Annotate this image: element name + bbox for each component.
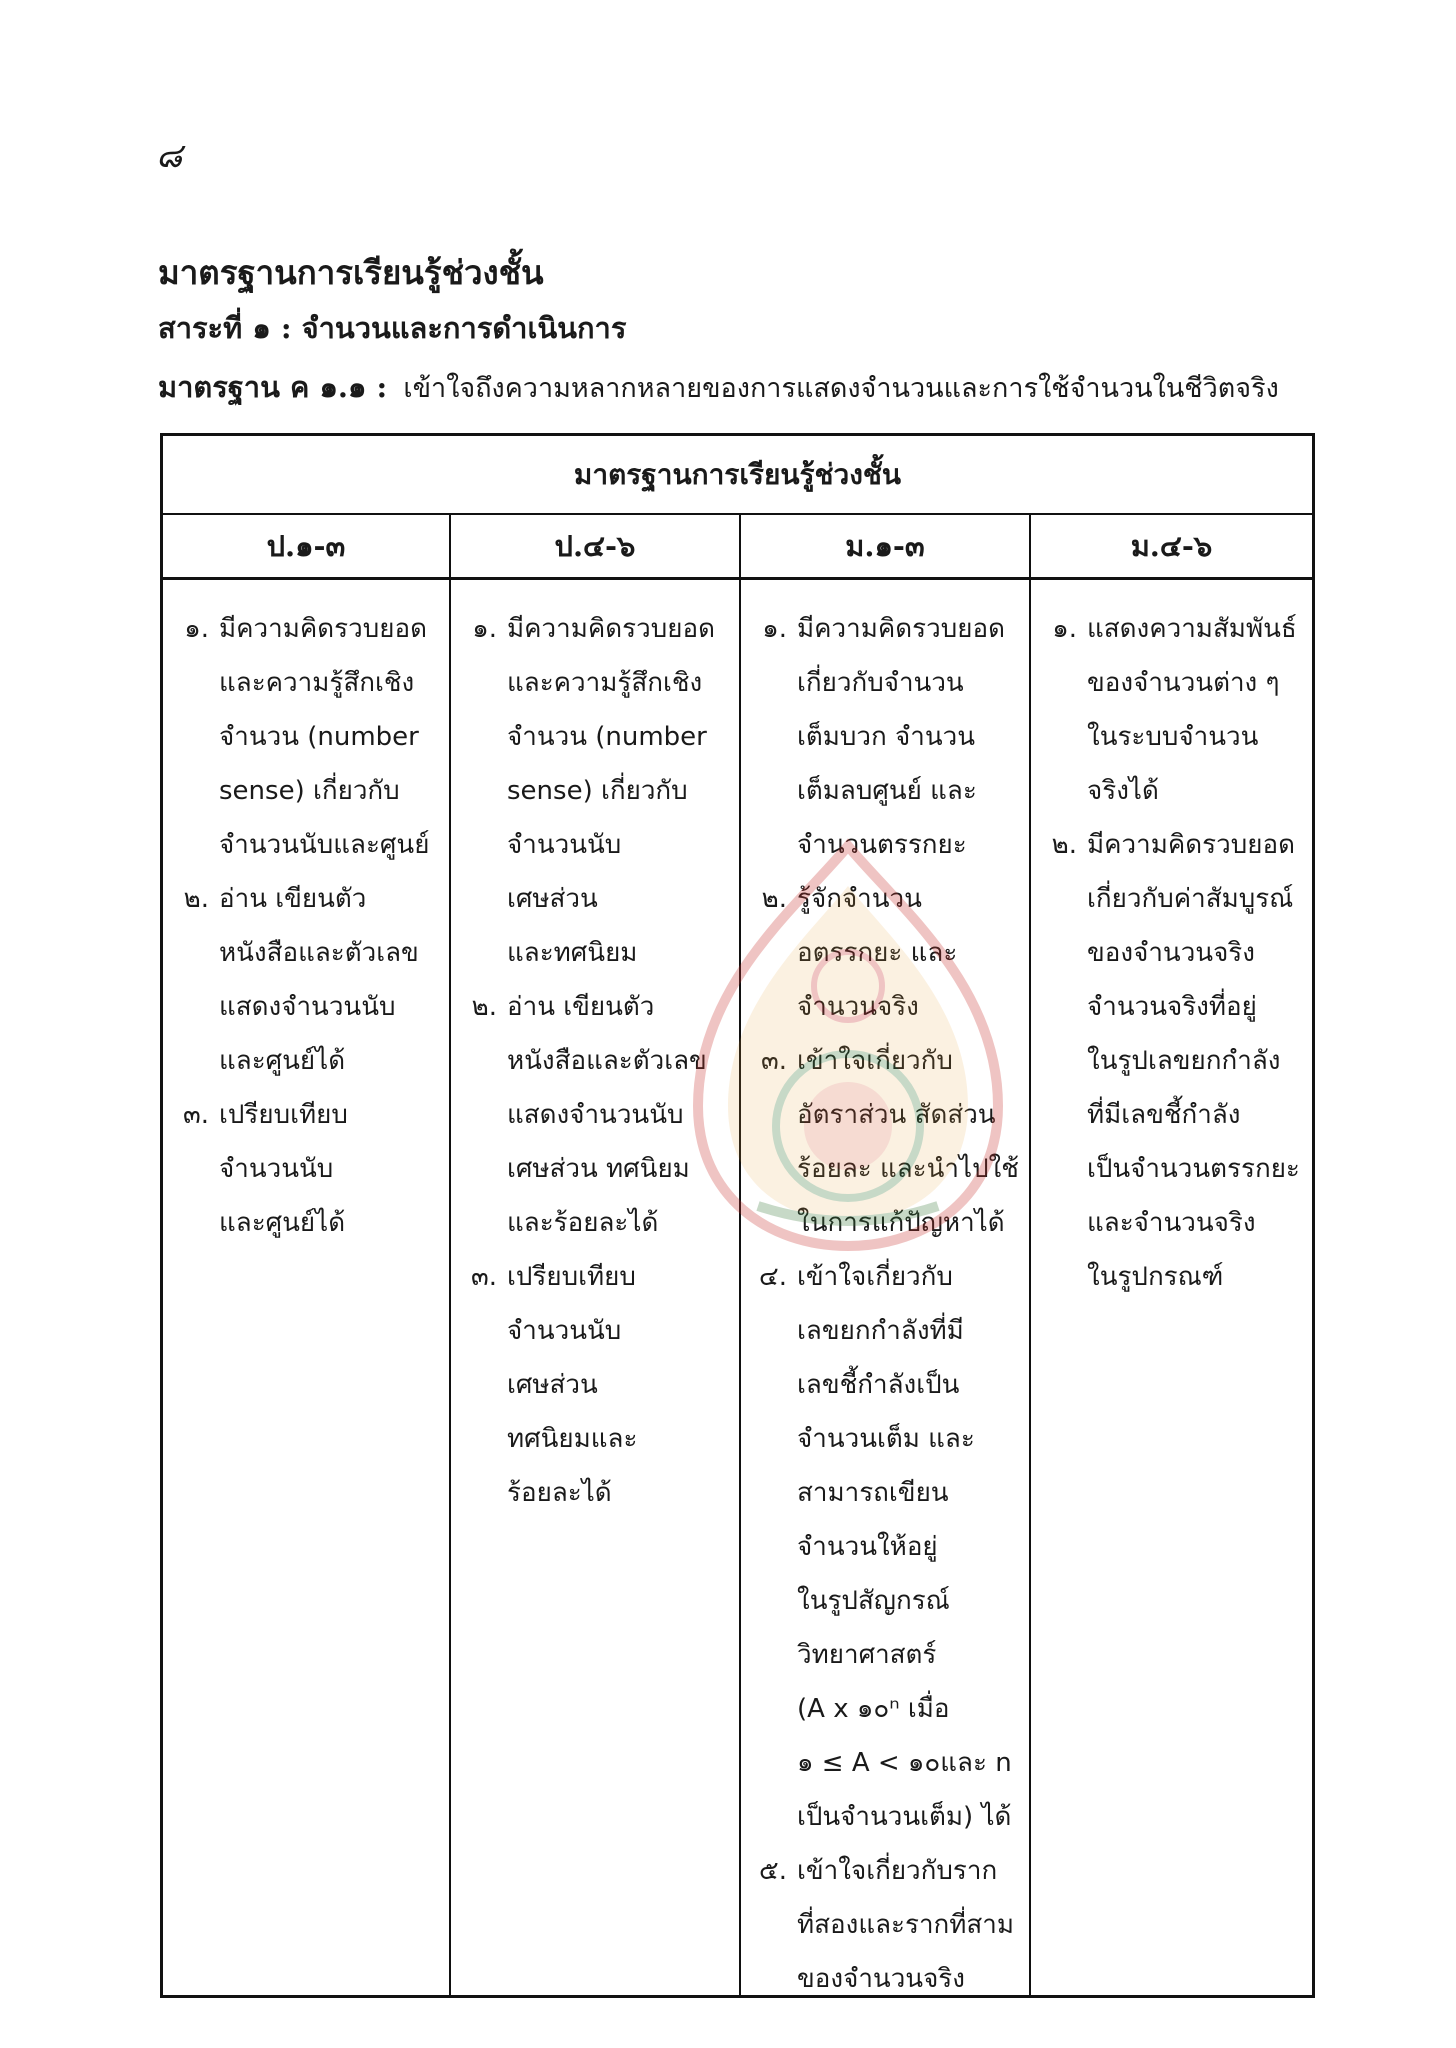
item-number: ๓. — [760, 1046, 787, 1076]
item-text-line: ร้อยละ และนำไปใช้ — [797, 1154, 1019, 1184]
item-text-line: จำนวนจริงที่อยู่ — [1087, 992, 1257, 1022]
item-text-line: เต็มบวก จำนวน — [797, 722, 976, 752]
item-text-line: ในรูปสัญกรณ์ — [797, 1586, 950, 1616]
item-text-line: ของจำนวนต่าง ๆ — [1087, 668, 1280, 698]
item-text-line: จำนวนจริง — [797, 992, 919, 1022]
item-text-line: ๑ ≤ A < ๑๐และ n — [797, 1748, 1012, 1778]
standard-item — [163, 872, 449, 1088]
standard-item — [741, 872, 1029, 1034]
item-text-line: เลขยกกำลังที่มี — [797, 1316, 964, 1346]
item-text-line: รู้จักจำนวน — [797, 884, 922, 914]
column-p4-6 — [451, 580, 741, 1997]
item-text — [1087, 602, 1312, 818]
item-text-line: เป็นจำนวนตรรกยะ — [1087, 1154, 1300, 1184]
standard-item — [451, 980, 739, 1250]
item-text-line: ในระบบจำนวน — [1087, 722, 1259, 752]
item-text-line: เป็นจำนวนเต็ม) ได้ — [797, 1802, 1012, 1832]
item-text — [507, 980, 739, 1250]
item-text-line: เศษส่วน — [507, 1370, 598, 1400]
item-text-line: มีความคิดรวบยอด — [219, 614, 427, 644]
item-text-line: เปรียบเทียบ — [507, 1262, 636, 1292]
item-number: ๔. — [759, 1262, 787, 1292]
item-text-line: sense) เกี่ยวกับ — [507, 776, 688, 806]
item-text-line: มีความคิดรวบยอด — [797, 614, 1005, 644]
item-text-line: อ่าน เขียนตัว — [219, 884, 367, 914]
item-text-line: และร้อยละได้ — [507, 1208, 659, 1238]
standard-item — [163, 1088, 449, 1250]
grade-header-m4-6: ม.๔-๖ — [1130, 529, 1213, 563]
item-text-line: ของจำนวนจริง — [1087, 938, 1255, 968]
item-text-line: หนังสือและตัวเลข — [219, 938, 419, 968]
grade-header-p1-3: ป.๑-๓ — [163, 515, 451, 577]
item-text-line: จำนวน (number — [507, 722, 707, 752]
item-text-line: จำนวนนับ — [507, 830, 622, 860]
item-number: ๒. — [761, 884, 787, 914]
item-text-line: จำนวนนับและศูนย์ — [219, 830, 430, 860]
item-text — [797, 872, 1029, 1034]
page-heading: มาตรฐานการเรียนรู้ช่วงชั้น — [158, 253, 544, 292]
item-text-line: ที่มีเลขชี้กำลัง — [1087, 1100, 1241, 1130]
item-text-line: และศูนย์ได้ — [219, 1208, 346, 1238]
column-m1-3 — [741, 580, 1031, 1997]
standard-item — [451, 602, 739, 980]
item-text-line: และทศนิยม — [507, 938, 638, 968]
item-text-line: เข้าใจเกี่ยวกับราก — [797, 1856, 998, 1886]
item-text-line: แสดงจำนวนนับ — [507, 1100, 684, 1130]
item-number: ๓. — [182, 1100, 209, 1130]
standard-label: มาตรฐาน ค ๑.๑ : — [158, 370, 388, 404]
item-text-line: เศษส่วน — [507, 884, 598, 914]
standard-item — [451, 1250, 739, 1520]
item-text-line: อตรรกยะ และ — [797, 938, 958, 968]
grade-header-p4-6: ป.๔-๖ — [451, 515, 741, 577]
item-text-line: ในรูปกรณฑ์ — [1087, 1262, 1224, 1292]
item-text-line: เปรียบเทียบ — [219, 1100, 348, 1130]
item-number: ๕. — [759, 1856, 787, 1886]
item-text-line: หนังสือและตัวเลข — [507, 1046, 707, 1076]
item-number: ๒. — [183, 884, 209, 914]
item-text-line: แสดงความสัมพันธ์ — [1087, 614, 1297, 644]
standard-description: เข้าใจถึงความหลากหลายของการแสดงจำนวนและการใช้จำนวนในชีวิตจริง — [403, 373, 1279, 404]
standard-item — [163, 602, 449, 872]
item-text-line: มีความคิดรวบยอด — [1087, 830, 1295, 860]
item-text-line: จำนวนนับ — [219, 1154, 334, 1184]
item-text-line: จริงได้ — [1087, 776, 1159, 806]
item-text — [219, 602, 449, 872]
column-m4-6 — [1031, 580, 1312, 1997]
item-text — [1087, 818, 1312, 1304]
item-text-line: เศษส่วน ทศนิยม — [507, 1154, 690, 1184]
item-text-line: จำนวนเต็ม และ — [797, 1424, 975, 1454]
item-text-line: ที่สองและรากที่สาม — [797, 1910, 1015, 1940]
item-text-line: เข้าใจเกี่ยวกับ — [797, 1262, 953, 1292]
column-p1-3 — [163, 580, 451, 1997]
standards-body-row — [163, 580, 1312, 1997]
item-text — [797, 1250, 1029, 1844]
standard-item — [741, 1844, 1029, 2006]
item-text-line: แสดงจำนวนนับ — [219, 992, 396, 1022]
item-text-line: เข้าใจเกี่ยวกับ — [797, 1046, 953, 1076]
item-text — [507, 1250, 739, 1520]
standard-item — [741, 1034, 1029, 1250]
item-text-line: ทศนิยมและ — [507, 1424, 638, 1454]
grade-header-m1-3: ม.๑-๓ — [741, 515, 1031, 577]
strand-heading: สาระที่ ๑ : จำนวนและการดำเนินการ — [158, 311, 627, 345]
item-text-line: ของจำนวนจริง — [797, 1964, 965, 1994]
item-number: ๑. — [1052, 614, 1077, 644]
standards-table — [160, 433, 1315, 1998]
item-text-line: และศูนย์ได้ — [219, 1046, 346, 1076]
standard-item — [1031, 602, 1312, 818]
item-text-line: สามารถเขียน — [797, 1478, 949, 1508]
item-text — [797, 602, 1029, 872]
item-text-line: และความรู้สึกเชิง — [219, 668, 415, 698]
item-number: ๑. — [472, 614, 497, 644]
standard-item — [1031, 818, 1312, 1304]
standard-item — [741, 1250, 1029, 1844]
item-number: ๓. — [470, 1262, 497, 1292]
table-title: มาตรฐานการเรียนรู้ช่วงชั้น — [163, 436, 1312, 515]
item-text-line: จำนวนตรรกยะ — [797, 830, 967, 860]
item-text-line: เกี่ยวกับค่าสัมบูรณ์ — [1087, 884, 1294, 914]
item-text — [797, 1844, 1029, 2006]
item-number: ๑. — [184, 614, 209, 644]
item-text-line: อ่าน เขียนตัว — [507, 992, 655, 1022]
item-text-line: ในการแก้ปัญหาได้ — [797, 1208, 1005, 1238]
item-text — [797, 1034, 1029, 1250]
item-number: ๒. — [471, 992, 497, 1022]
standard-heading — [158, 364, 1279, 410]
item-text-line: และจำนวนจริง — [1087, 1208, 1256, 1238]
item-text-line: จำนวน (number — [219, 722, 419, 752]
item-text-line: เกี่ยวกับจำนวน — [797, 668, 964, 698]
item-text — [507, 602, 739, 980]
item-text-line: ร้อยละได้ — [507, 1478, 612, 1508]
item-text-line: จำนวนนับ — [507, 1316, 622, 1346]
item-number: ๑. — [762, 614, 787, 644]
grade-header-row — [163, 515, 1312, 580]
item-text-line: และความรู้สึกเชิง — [507, 668, 703, 698]
item-text-line: เลขชี้กำลังเป็น — [797, 1370, 960, 1400]
item-text — [219, 1088, 449, 1250]
item-text-line: จำนวนให้อยู่ — [797, 1532, 938, 1562]
standard-item — [741, 602, 1029, 872]
item-text-line: วิทยาศาสตร์ — [797, 1640, 937, 1670]
item-text — [219, 872, 449, 1088]
item-text-line: sense) เกี่ยวกับ — [219, 776, 400, 806]
item-number: ๒. — [1051, 830, 1077, 860]
item-text-line: ในรูปเลขยกกำลัง — [1087, 1046, 1281, 1076]
item-text-line: อัตราส่วน สัดส่วน — [797, 1100, 996, 1130]
item-text-line: เต็มลบศูนย์ และ — [797, 776, 977, 806]
item-text-line: มีความคิดรวบยอด — [507, 614, 715, 644]
item-text-line: (A x ๑๐ⁿ เมื่อ — [797, 1694, 950, 1724]
page-number: ๘ — [156, 136, 183, 176]
